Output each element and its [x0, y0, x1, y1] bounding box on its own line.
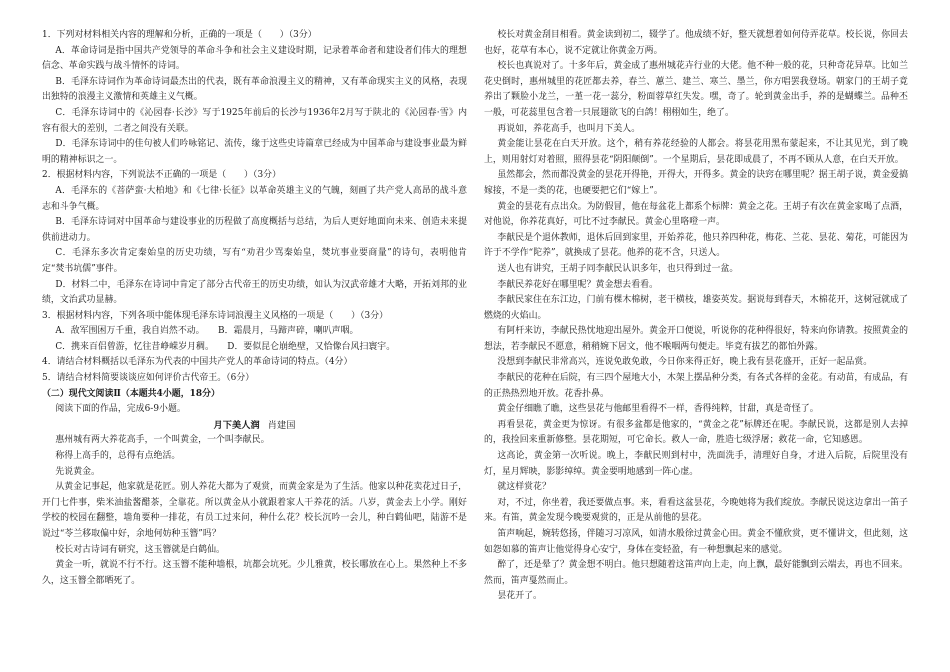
left-column-paragraph: C．毛泽东多次肯定秦始皇的历史功绩，写有“劝君少骂秦始皇，焚坑事业要商量”的诗句，表明他肯定“焚书坑儒”事件。 [42, 248, 467, 274]
right-column [484, 28, 908, 605]
story-title-text: 月下美人润 [213, 419, 260, 431]
left-column-paragraph: A．革命诗词是指中国共产党领导的革命斗争和社会主义建设时期，记录着革命者和建设者们伟大的理想信念、革命实践与战斗情怀的诗词。 [42, 45, 467, 72]
left-column-paragraph: B．毛泽东诗词对中国革命与建设事业的历程做了高度概括与总结，为后人更好地面向未来、创造未来提供前进动力。 [42, 217, 467, 243]
story-author: 肖建国 [267, 419, 296, 431]
right-column-paragraph: 李献民养花好在哪里呢？黄金想去看看。 [497, 279, 658, 290]
right-column-paragraph: 黄金仔细瞧了瞧，这些昙花与他邮里看得不一样，香得纯粹，甘甜，真是奇怪了。 [497, 404, 819, 415]
left-column-paragraph: D．毛泽东诗词中的佳句被人们吟咏铭记、流传，缘于这些史诗篇章已经成为中国革命与建设事业最为鲜明的精神标识之一。 [42, 139, 467, 165]
right-column-paragraph: 昙花开了。 [497, 591, 542, 602]
right-column-paragraph: 笛声响起，婉转悠扬，伴随习习凉风，如清水般徐过黄金心田。黄金不懂欣赏，更不懂讲文，但此刻，这如怨如慕的笛声让他觉得身心安宁，身体在变轻盈，有一种想飘起来的感觉。 [484, 529, 908, 555]
left-column-paragraph: 阅读下面的作品，完成6-9小题。 [55, 404, 186, 415]
right-column-paragraph: 李献民是个退休教师，退休后回到家里，开始养花，他只养四种花，梅花、兰花、昙花、菊花，可能因为许于不学作“陀养”，就换成了昙花。他养的花不含，只送人。 [484, 232, 908, 259]
right-column-paragraph: 再说如，养花高手，也叫月下美人。 [497, 123, 641, 134]
right-column-paragraph: 这高论，黄金第一次听说。晚上，李献民则到村中，洗面洗手，清理好自身，才进入后院，后院里没有灯，星月辉映，影影绰绰。黄金要明地感到一阵心虚。 [484, 451, 908, 477]
right-column-paragraph: 黄金的昙花有点出众。为防假冒，他在每盆花上都系个标牌：黄金之花。王胡子有次在黄金家喝了点酒，对他说，你养花真好，可比不过李献民。黄金心里咯噔一声。 [484, 201, 908, 228]
left-column-paragraph: 校长对古诗词有研究，这玉簪就是白鹤仙。 [55, 544, 225, 555]
left-column-paragraph: 5．请结合材料简要谈谈应如何评价古代帝王。（6分） [42, 373, 255, 384]
right-column-paragraph: 校长也真说对了。十多年后，黄金成了惠州城花卉行业的大佬。他不种一般的花，只种奇花异草。比如兰花史倒时，惠州城里的花匠都去养，春兰、蕙兰、建兰、寒兰、墨兰，你方唱罢我登场。朝家门的王胡子竟养出了颗脸小龙兰，一堇一花一蕊分，粉面蓉草红失发。嘿，奇了。轮到黄金出手，养的是蝴蝶兰。品种丕一般，可花蕊里包含着一只展翅欲飞的白鸽！栩栩如生，绝了。 [484, 61, 908, 118]
left-column-paragraph: A．毛泽东的《菩萨蛮·大柏地》和《七律·长征》以革命英雄主义的气魄，刻画了共产党人高昂的战斗意志和斗争气概。 [42, 185, 467, 212]
left-column-paragraph: 黄金一听，就说不行不行。这玉簪不能种墙根，坑都会坑死。少儿雅黄，校长哪放在心上。果然种上不多久，这玉簪全都晒死了。 [42, 560, 467, 586]
right-column-paragraph: 虽然都会，然而都没黄金的昙花开得艳，开得大，开得多。黄金的诀窍在哪里呢？据王胡子说，黄金爱搞嫁接，不是一类的花，也硬要把它们“嫁上”。 [484, 170, 908, 196]
left-column-paragraph: D．材料二中，毛泽东在诗词中肯定了部分古代帝王的历史功绩，如认为汉武帝雄才大略，开拓刘邦的业绩，文治武功显赫。 [42, 279, 467, 306]
right-column-paragraph: 李献民的花种在后院，有三四个屋地大小，木架上摆品种分类，有各式各样的金花。有动苗，有成品，有的正热热烈地开放。花香扑鼻。 [484, 373, 908, 399]
left-column-paragraph: 称得上高手的，总得有点绝活。 [55, 451, 181, 462]
left-column-paragraph: 惠州城有两大养花高手，一个叫黄金，一个叫李献民。 [55, 435, 270, 446]
story-title [42, 418, 467, 434]
right-column-paragraph: 送人也有讲究，王胡子同李献民认识多年，也只得到过一盆。 [497, 263, 739, 274]
left-column-paragraph: 4．请结合材料概括以毛泽东为代表的中国共产党人的革命诗词的特点。（4分） [42, 357, 353, 368]
left-column-paragraph: 先说黄金。 [55, 466, 100, 477]
right-column-paragraph: 黄金能让昙花在白天开放。这个，稍有养花经验的人都会。将昙花用黑布蒙起来，不让其见光，到了晚上，则用射灯对着照，照得昙花“阴阳颠倒”。一个星期后，昙花即成晨了，不再不顾从人意，在白天开放。 [484, 139, 908, 165]
left-column-paragraph: （二）现代文阅读Ⅱ（本题共4小题，18分） [42, 388, 220, 399]
right-column-paragraph: 醉了，还是晕了？黄金想不明白。他只想随着这笛声向上走，向上飘，最好能飘到云端去，再也不回来。然而，笛声戛然而止。 [484, 560, 908, 586]
right-column-paragraph: 李献民家住在东江边，门前有棵木棉树，老干横枝，雄姿英发。据说每到春天，木棉花开，这树冠就成了燃烧的火焰山。 [484, 295, 908, 321]
right-column-paragraph: 就这样赏花？ [497, 482, 551, 493]
left-column [42, 28, 467, 589]
left-column-paragraph: B．毛泽东诗词作为革命诗词最杰出的代表，既有革命浪漫主义的精神，又有革命现实主义的风格，表现出独特的浪漫主义激情和英雄主义气概。 [42, 76, 467, 103]
left-column-paragraph: A．敌军围困万千重，我自岿然不动。 B．霜晨月，马蹄声碎，喇叭声咽。 [55, 326, 359, 337]
left-column-paragraph: 从黄金记事起，他家就是花匠。别人养花大都为了观赏，而黄金家是为了生活。他家以种花卖花过日子，开门七件事，柴米油盐酱醋茶，全靠花。所以黄金从小就跟着家人干养花的活。八岁，黄金去上小学。刚好学校的校园在翻整，墙角要种一排花，有员工过来问，种什么花？校长沉吟一会儿，种白鹤仙吧，陆游不是说过“苓兰移取偏中好，余地何妨种玉簪”吗？ [42, 482, 467, 539]
left-column-paragraph: C．毛泽东诗词中的《沁园春·长沙》写于1925年前后的长沙与1936年2月写于陕北的《沁园春·雪》内容有很大的差别，二者之间没有关联。 [42, 107, 467, 134]
right-column-paragraph: 对，不过，你坐着，我还要做点事。来，看看这盆昙花，今晚她将为我们绽放。李献民说这边拿出一笛子来。有笛，黄金发现今晚要观赏的，正是从前他的昙花。 [484, 497, 908, 524]
left-column-paragraph: 2．根据材料内容，下列说法不正确的一项是（ ）（3分） [42, 170, 281, 181]
right-column-paragraph: 没想到李献民非常高兴，连说免敢免敢，今日你来得正好，晚上我有昙花盛开，正好一起品赏。 [497, 357, 873, 368]
left-column-paragraph: 3．根据材料内容，下列各项中能体现毛泽东诗词浪漫主义风格的一项是（ ）（3分） [42, 310, 389, 321]
left-column-paragraph: 1．下列对材料相关内容的理解和分析，正确的一项是（ ）（3分） [42, 30, 317, 40]
right-column-paragraph: 再看昙花，黄金更为惊讶。有很多盆都是他家的，“黄金之花”标牌还在呢。李献民说，这都是别人去掉的，我捡回来重新修整。昙花期短，可它命长。救人一命，胜造七级浮屠；救花一命，它知感恩。 [484, 419, 908, 446]
left-column-paragraph: C．携来百侣曾游，忆往昔峥嵘岁月稠。 D．要似昆仑崩绝壁，又恰像台风扫寰宇。 [55, 341, 396, 352]
right-column-paragraph: 有阿杆来访，李献民热忱地迎出屋外。黄金开口便说，听说你的花种得很好，特来向你请教。按照黄金的想法，若李献民不愿意，稍稍婉下居文，他不喉咽两句便走。毕竟有拔艺的都怕外露。 [484, 326, 908, 352]
right-column-paragraph: 校长对黄金刮目相看。黄金读到初二，辍学了。他成绩不好，整天就想着如何侍弄花草。校长说，你回去也好，花草有本心，说不定就让你黄金万两。 [484, 30, 908, 56]
